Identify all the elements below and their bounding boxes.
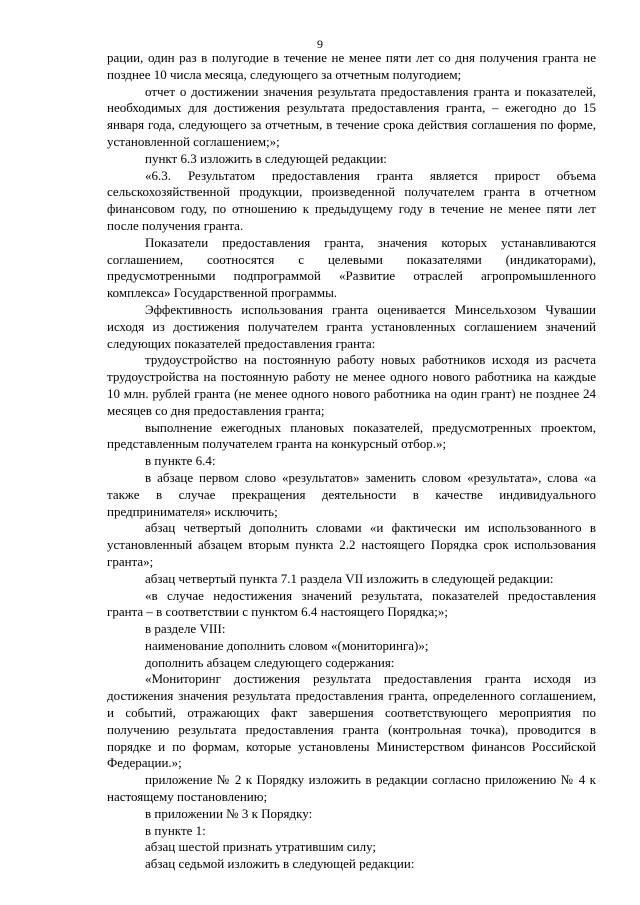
document-paragraph: в абзаце первом слово «результатов» заменить словом «результата», слова «а также в случае прекращения деятельности в качестве индивидуального предпринимателя» исключить; <box>107 469 596 519</box>
document-paragraph: Показатели предоставления гранта, значения которых устанавливаются соглашением, соотносятся с целевыми показателями (индикаторами), предусмотренными подпрограммой «Развитие отраслей агропромышленного комплекса» Государственной программы. <box>107 234 596 301</box>
document-paragraph: Эффективность использования гранта оценивается Минсельхозом Чувашии исходя из достижения получателем гранта установленных соглашением значений следующих показателей предоставления гранта: <box>107 301 596 351</box>
document-paragraph: «6.3. Результатом предоставления гранта является прирост объема сельскохозяйственной продукции, произведенной получателем гранта в отчетном финансовом году, по отношению к предыдущему году в течение не менее пяти лет после получения гранта. <box>107 167 596 233</box>
document-body <box>107 50 596 873</box>
document-paragraph: абзац шестой признать утратившим силу; <box>145 839 377 855</box>
document-paragraph: в пункте 6.4: <box>145 453 216 469</box>
document-paragraph: абзац четвертый дополнить словами «и фактически им использованного в установленный абзацем вторым пункта 2.2 настоящего Порядка срок использования гранта»; <box>107 520 596 569</box>
document-paragraph: в пункте 1: <box>145 822 206 838</box>
document-paragraph: абзац четвертый пункта 7.1 раздела VII изложить в следующей редакции: <box>145 570 554 586</box>
page-number: 9 <box>317 37 323 51</box>
document-paragraph: в разделе VIII: <box>145 621 226 637</box>
document-paragraph: приложение № 2 к Порядку изложить в редакции согласно приложению № 4 к настоящему постановлению; <box>107 772 596 805</box>
document-paragraph: «Мониторинг достижения результата предоставления гранта исходя из достижения значения результата предоставления гранта, определенного соглашением, и событий, отражающих факт завершения соответствующего мероприятия по получению результата предоставления гранта (контрольная точка), проводится в порядке и по формам, которые установлены Министерством финансов Российской Федерации.»; <box>107 671 596 771</box>
document-paragraph: «в случае недостижения значений результата, показателей предоставления гранта – в соответствии с пунктом 6.4 настоящего Порядка;»; <box>107 587 596 620</box>
document-paragraph: выполнение ежегодных плановых показателей, предусмотренных проектом, представленным получателем гранта на конкурсный отбор.»; <box>107 419 596 452</box>
document-paragraph: абзац седьмой изложить в следующей редакции: <box>145 856 415 872</box>
document-paragraph: трудоустройство на постоянную работу новых работников исходя из расчета трудоустройства на постоянную работу не менее одного нового работника на каждые 10 млн. рублей гранта (не менее одного нового работника на один грант) не позднее 24 месяцев со дня предоставления гранта; <box>107 352 596 418</box>
document-paragraph: отчет о достижении значения результата предоставления гранта и показателей, необходимых для достижения результата предоставления гранта, – ежегодно до 15 января года, следующего за отчетным, в течение срока действия соглашения по форме, установленной соглашением;»; <box>107 83 596 149</box>
document-paragraph: рации, один раз в полугодие в течение не менее пяти лет со дня получения гранта не позднее 10 числа месяца, следующего за отчетным полугодием; <box>107 50 596 82</box>
document-paragraph: пункт 6.3 изложить в следующей редакции: <box>145 150 387 166</box>
document-paragraph: наименование дополнить словом «(мониторинга)»; <box>145 637 429 653</box>
document-paragraph: в приложении № 3 к Порядку: <box>145 805 313 821</box>
document-paragraph: дополнить абзацем следующего содержания: <box>145 654 395 670</box>
